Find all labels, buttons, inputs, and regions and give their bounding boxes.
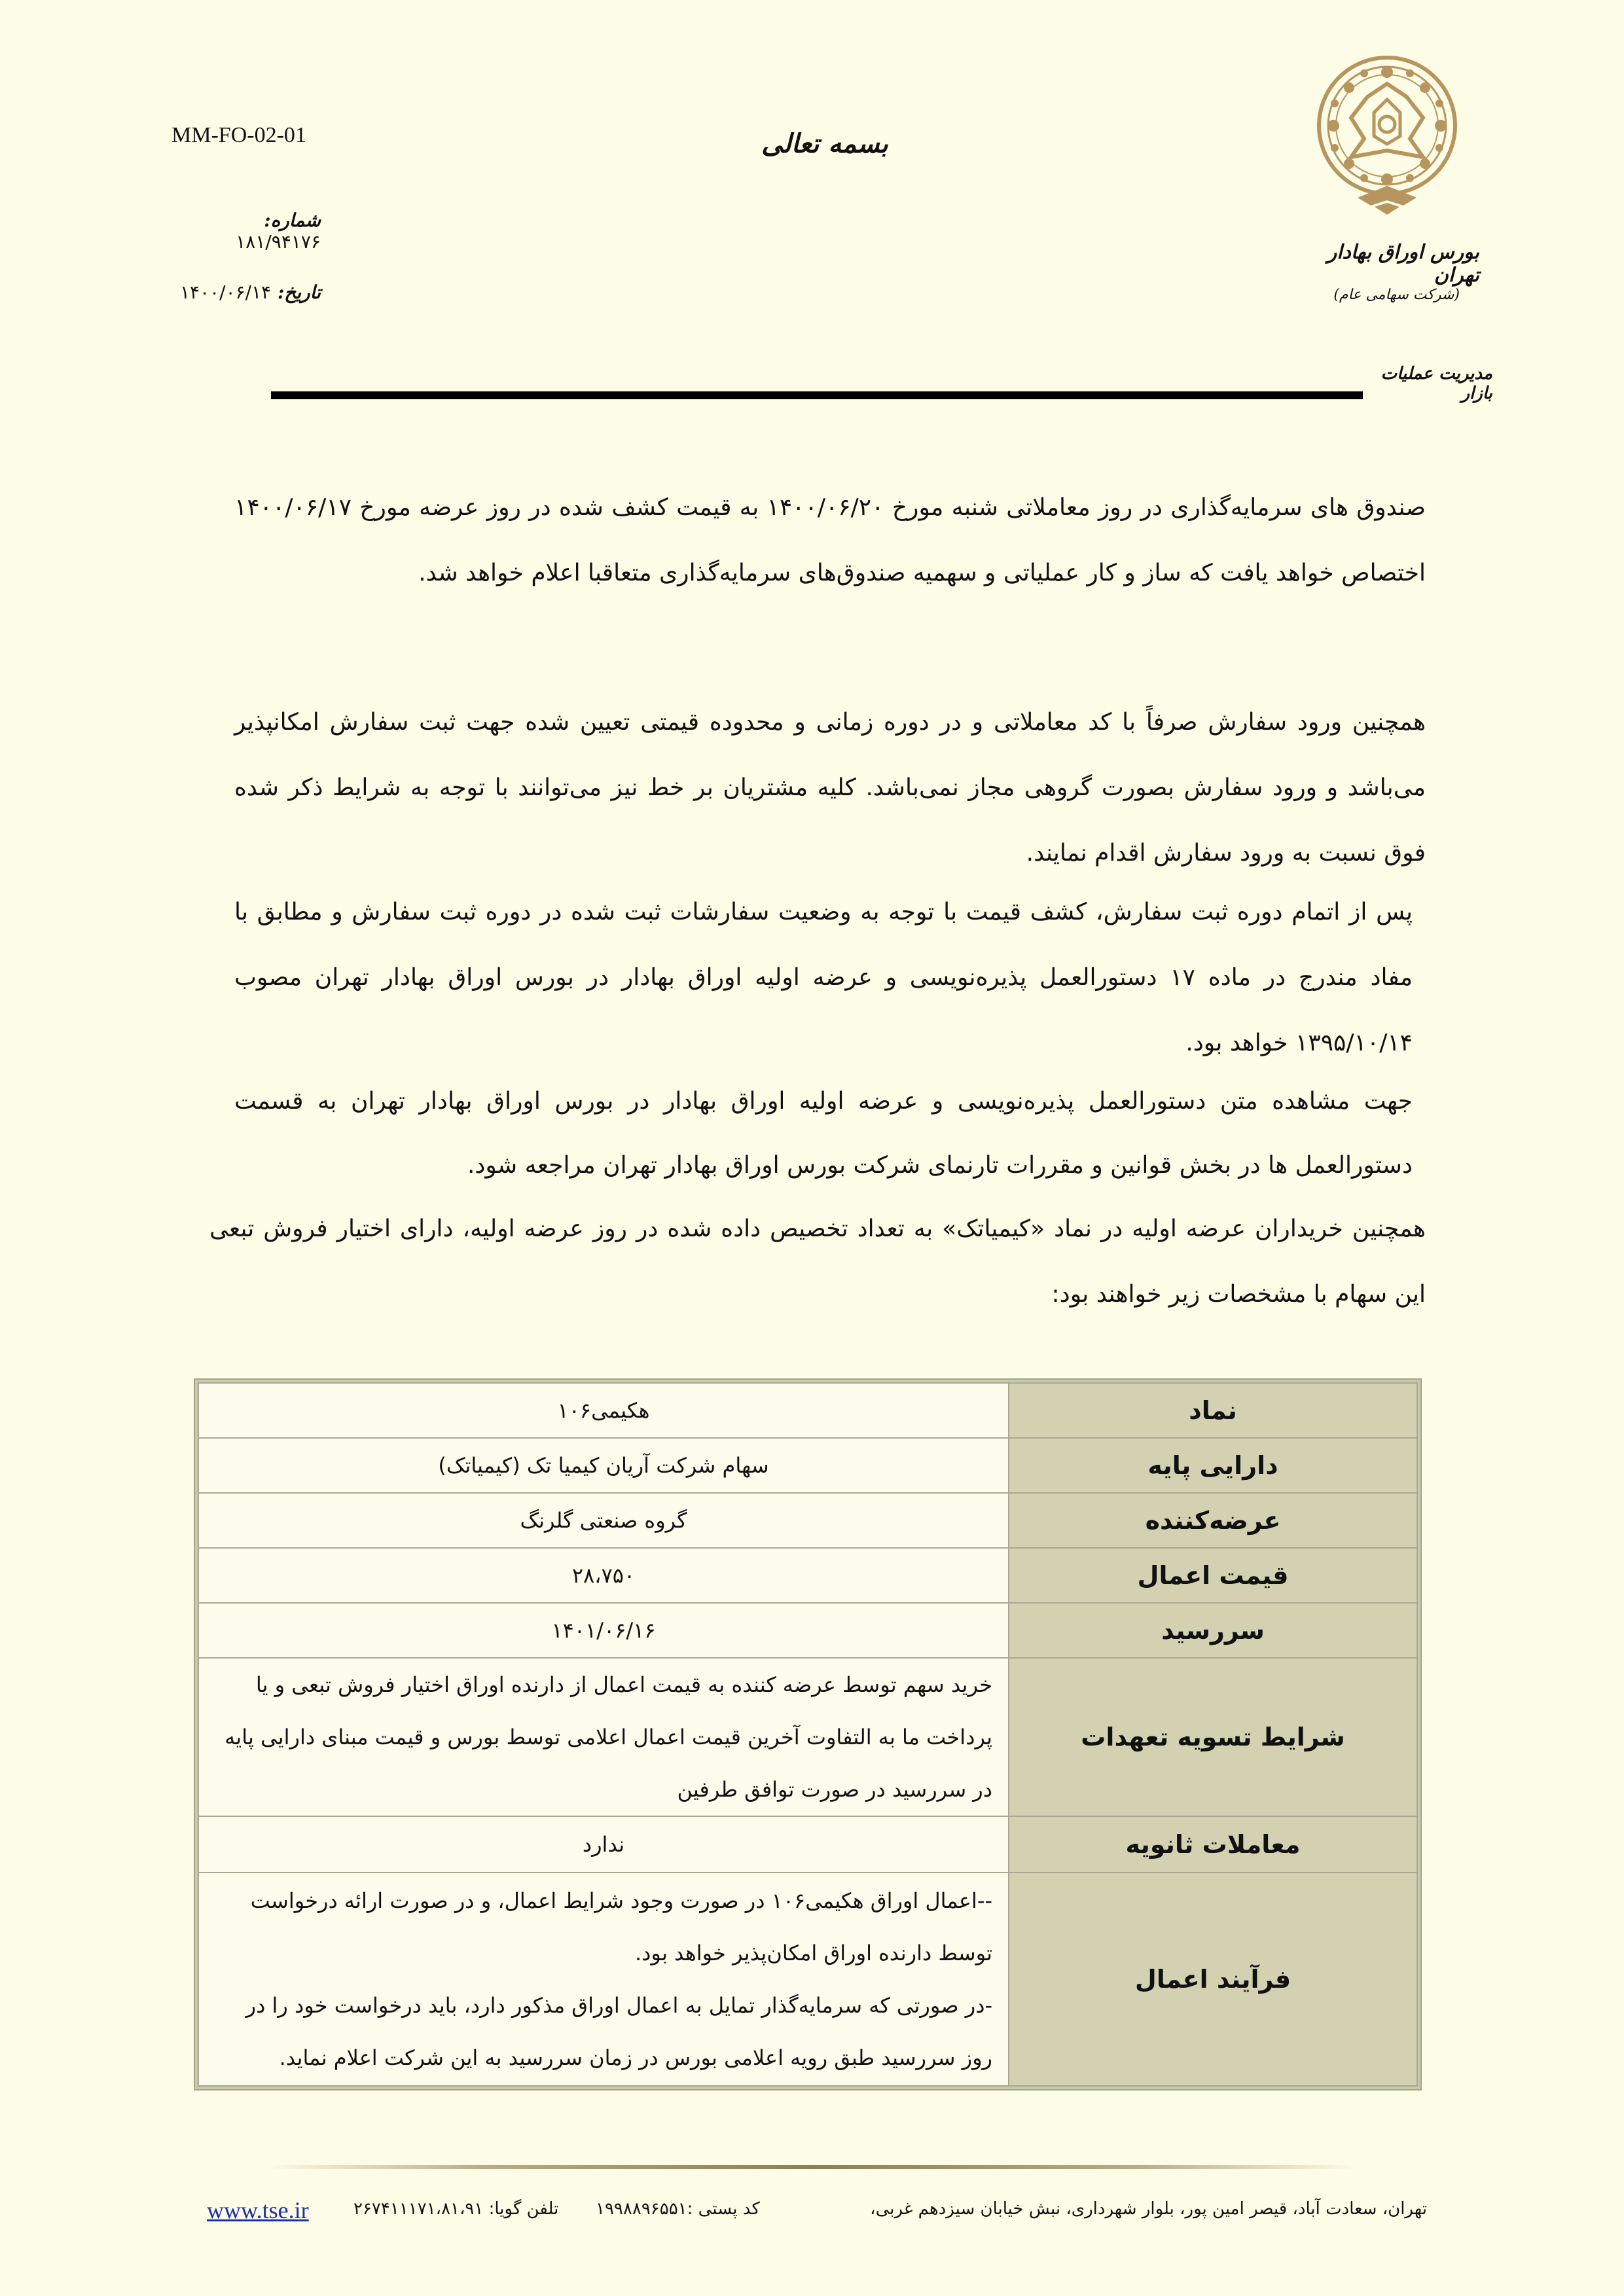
row-label: سررسید [1009,1603,1417,1658]
body-paragraph: همچنین ورود سفارش صرفاً با کد معاملاتی و در دوره زمانی و محدوده قیمتی تعیین شده جهت ثبت سفارش امکانپذیر می‌باشد و ورود سفارش بصورت گروهی مجاز نمی‌باشد. کلیه مشتریان بر خط نیز می‌توانند با توجه به شرایط ذکر شده فوق نسبت به ورود سفارش اقدام نمایند. [234,709,1426,867]
row-value: گروه صنعتی گلرنگ [198,1493,1009,1548]
row-label: شرایط تسویه تعهدات [1009,1658,1417,1816]
row-value-line: --اعمال اوراق هکیمی۱۰۶ در صورت وجود شرایط اعمال، و در صورت ارائه درخواست توسط دارنده اوراق امکان‌پذیر خواهد بود. [250,1888,992,1965]
body-paragraph: جهت مشاهده متن دستورالعمل پذیره‌نویسی و عرضه اولیه اوراق بهادار در بورس اوراق بهادار تهران به قسمت دستورالعمل ها در بخش قوانین و مقررات تارنمای شرکت بورس اوراق بهادار تهران مراجعه شود. [234,1088,1413,1179]
table-row [198,1603,1417,1658]
table-row [198,1658,1417,1816]
option-spec-table [195,1380,1420,2089]
row-value: خرید سهم توسط عرضه کننده به قیمت اعمال از دارنده اوراق اختیار فروش تبعی و یا پرداخت ما به التفاوت آخرین قیمت اعمال اعلامی توسط بورس و قیمت مبنای دارایی پایه در سررسید در صورت توافق طرفین [198,1658,1009,1816]
table-row [198,1383,1417,1438]
footer-divider [268,2165,1355,2169]
table-row [198,1438,1417,1493]
footer-phone: تلفن گویا: ۲۶۷۴۱۱۱۷۱،۸۱،۹۱ [353,2199,559,2219]
table-row [198,1493,1417,1548]
row-value: هکیمی۱۰۶ [198,1383,1009,1438]
table-row [198,1548,1417,1603]
table-row [198,1873,1417,2086]
org-name: بورس اوراق بهادار تهران [1327,241,1479,287]
row-label: عرضه‌کننده [1009,1493,1417,1548]
footer-address: تهران، سعادت آباد، قیصر امین پور، بلوار شهرداری، نبش خیابان سیزدهم غربی، [870,2199,1427,2219]
row-label: دارایی پایه [1009,1438,1417,1493]
org-subtitle: (شرکت سهامی عام) [1333,287,1460,303]
tse-emblem-icon [1312,52,1462,216]
body-paragraph: صندوق های سرمایه‌گذاری در روز معاملاتی شنبه مورخ ۱۴۰۰/۰۶/۲۰ به قیمت کشف شده در روز عرضه مورخ ۱۴۰۰/۰۶/۱۷ اختصاص خواهد یافت که ساز و کار عملیاتی و سهمیه صندوق‌های سرمایه‌گذاری متعاقبا اعلام خواهد شد. [234,494,1426,586]
footer-postal-code: کد پستی :۱۹۹۸۸۹۶۵۵۱ [596,2199,760,2219]
row-value: ندارد [198,1816,1009,1873]
footer-contact [196,2197,1427,2229]
body-paragraph: همچنین خریداران عرضه اولیه در نماد «کیمیاتک» به تعداد تخصیص داده شده در روز عرضه اولیه، دارای اختیار فروش تبعی این سهام با مشخصات زیر خواهند بود: [209,1215,1426,1308]
letter-number [177,209,321,253]
body-paragraph: پس از اتمام دوره ثبت سفارش، کشف قیمت با توجه به وضعیت سفارشات ثبت شده در دوره ثبت سفارش و مطابق با مفاد مندرج در ماده ۱۷ دستورالعمل پذیره‌نویسی و عرضه اولیه اوراق بهادار در بورس اوراق بهادار تهران مصوب ۱۳۹۵/۱۰/۱۴ خواهد بود. [234,899,1413,1056]
row-label: نماد [1009,1383,1417,1438]
letter-date [177,281,321,303]
invocation-heading: بسمه تعالی [761,128,888,159]
row-label: فرآیند اعمال [1009,1873,1417,2086]
row-label: قیمت اعمال [1009,1548,1417,1603]
letter-number-value: ۱۸۱/۹۴۱۷۶ [236,231,321,253]
row-label: معاملات ثانویه [1009,1816,1417,1873]
row-value-line: -در صورتی که سرمایه‌گذار تمایل به اعمال اوراق مذکور دارد، باید درخواست خود را در روز سررسید طبق رویه اعلامی بورس در زمان سررسید به این شرکت اعلام نماید. [245,1993,992,2070]
form-code: MM-FO-02-01 [171,123,306,147]
letter-date-value: ۱۴۰۰/۰۶/۱۴ [180,281,272,303]
table-row [198,1816,1417,1873]
website-link[interactable]: www.tse.ir [207,2197,309,2223]
row-value: ۱۴۰۱/۰۶/۱۶ [198,1603,1009,1658]
tse-logo [1312,52,1462,216]
letter-number-label: شماره: [264,209,321,231]
header-divider [271,391,1363,399]
row-value: سهام شرکت آریان کیمیا تک (کیمیاتک) [198,1438,1009,1493]
row-value: ۲۸،۷۵۰ [198,1548,1009,1603]
row-value [198,1873,1009,2086]
department-name: مدیریت عملیات بازار [1380,364,1492,403]
letter-date-label: تاریخ: [277,281,321,303]
